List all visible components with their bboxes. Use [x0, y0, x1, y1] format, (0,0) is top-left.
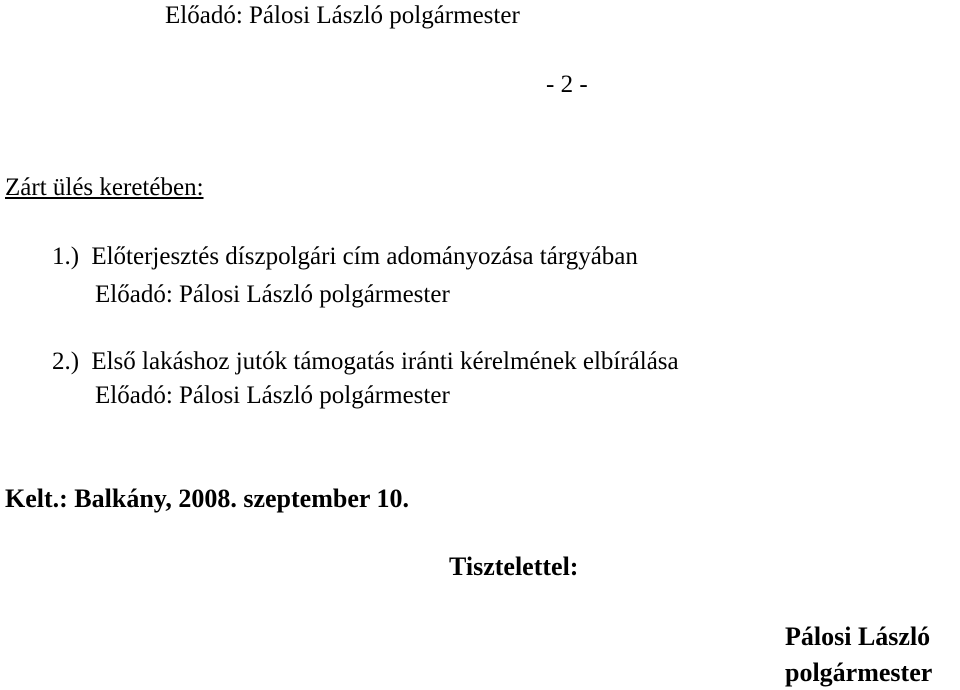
agenda-item-1-presenter: Előadó: Pálosi László polgármester	[95, 281, 450, 308]
greeting: Tisztelettel:	[449, 552, 579, 581]
agenda-item-1-number: 1.)	[52, 243, 80, 270]
agenda-item-1-text: Előterjesztés díszpolgári cím adományozása tárgyában	[91, 243, 638, 270]
agenda-item-1-title	[52, 244, 638, 269]
agenda-item-2-title	[52, 349, 679, 374]
top-presenter-line: Előadó: Pálosi László polgármester	[165, 2, 520, 29]
date-line: Kelt.: Balkány, 2008. szeptember 10.	[5, 484, 409, 513]
page-number: - 2 -	[546, 71, 588, 98]
agenda-item-2-presenter: Előadó: Pálosi László polgármester	[95, 382, 450, 409]
signature-name: Pálosi László	[785, 622, 931, 651]
signature-title: polgármester	[785, 658, 933, 687]
agenda-item-2-text: Első lakáshoz jutók támogatás iránti kérelmének elbírálása	[91, 348, 679, 375]
agenda-item-2-number: 2.)	[52, 348, 80, 375]
closed-session-heading: Zárt ülés keretében:	[5, 174, 204, 201]
